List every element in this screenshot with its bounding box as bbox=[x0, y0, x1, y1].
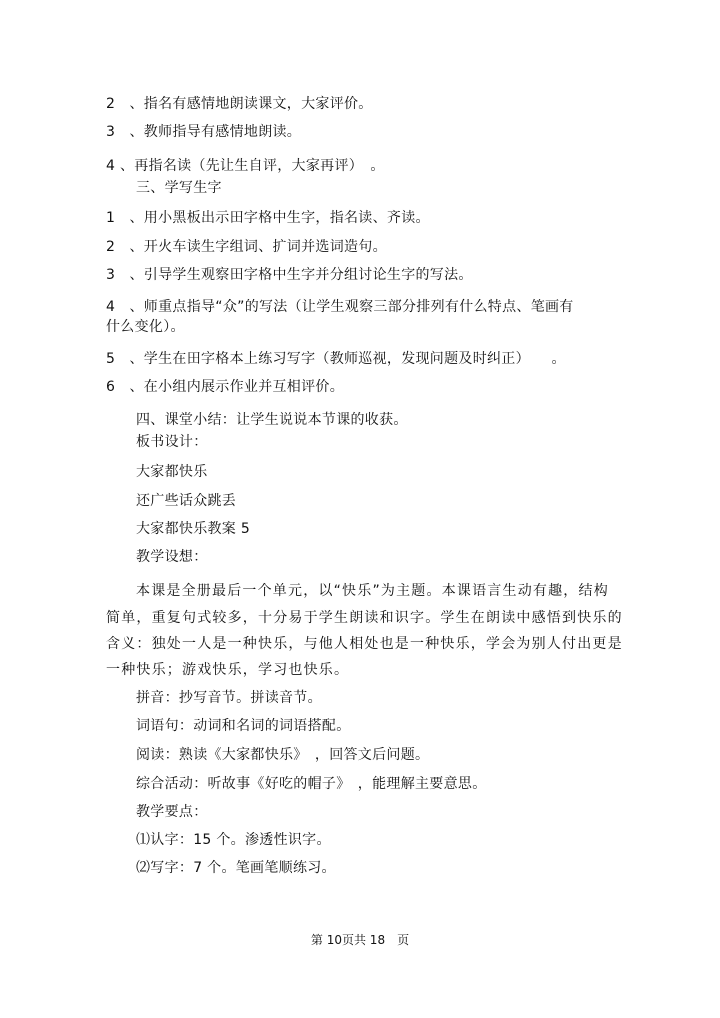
page-number-footer: 第 10页共 18 页 bbox=[310, 933, 410, 947]
teaching-idea-label: 教学设想： bbox=[136, 549, 208, 565]
board-title: 大家都快乐 bbox=[136, 464, 208, 480]
paragraph-line-3: 含义：独处一人是一种快乐，与他人相处也是一种快乐，学会为别人付出更是 bbox=[106, 636, 623, 652]
write-step-5: 5 、学生在田字格本上练习写字（教师巡视，发现问题及时纠正） 。 bbox=[106, 351, 566, 367]
paragraph-line-4: 一种快乐；游戏快乐，学习也快乐。 bbox=[106, 662, 350, 678]
key-point-recognize: ⑴认字：15 个。渗透性识字。 bbox=[136, 832, 331, 848]
reading-goal: 阅读：熟读《大家都快乐》 ，回答文后问题。 bbox=[136, 747, 430, 763]
activity-goal: 综合活动：听故事《好吃的帽子》 ，能理解主要意思。 bbox=[136, 776, 487, 792]
write-step-1: 1 、用小黑板出示田字格中生字，指名读、齐读。 bbox=[106, 210, 430, 226]
write-step-4-continued: 什么变化）。 bbox=[106, 319, 185, 335]
step-4-text: 4 、再指名读（先让生自评，大家再评） 。 bbox=[106, 158, 385, 174]
write-step-6: 6 、在小组内展示作业并互相评价。 bbox=[106, 379, 345, 395]
step-2-text: 2 、指名有感情地朗读课文，大家评价。 bbox=[106, 96, 373, 112]
write-step-4: 4 、师重点指导“众”的写法（让学生观察三部分排列有什么特点、笔画有 bbox=[106, 299, 574, 315]
board-characters: 还广些话众跳丢 bbox=[136, 493, 237, 509]
step-3-text: 3 、教师指导有感情地朗读。 bbox=[106, 124, 302, 140]
pinyin-goal: 拼音：抄写音节。拼读音节。 bbox=[136, 690, 322, 706]
key-point-write: ⑵写字：7 个。笔画笔顺练习。 bbox=[136, 860, 336, 876]
section-heading-3: 三、学写生字 bbox=[136, 180, 222, 196]
write-step-2: 2 、开火车读生字组词、扩词并选词造句。 bbox=[106, 239, 387, 255]
vocabulary-goal: 词语句：动词和名词的词语搭配。 bbox=[136, 718, 351, 734]
paragraph-line-2: 简单，重复句式较多，十分易于学生朗读和识字。学生在朗读中感悟到快乐的 bbox=[106, 610, 623, 626]
lesson-plan-title: 大家都快乐教案 5 bbox=[136, 521, 251, 537]
board-design-label: 板书设计： bbox=[136, 434, 208, 450]
write-step-3: 3 、引导学生观察田字格中生字并分组讨论生字的写法。 bbox=[106, 267, 473, 283]
paragraph-line-1: 本课是全册最后一个单元，以“快乐”为主题。本课语言生动有趣，结构 bbox=[136, 583, 609, 599]
section-heading-4: 四、课堂小结：让学生说说本节课的收获。 bbox=[136, 412, 408, 428]
key-points-label: 教学要点： bbox=[136, 804, 208, 820]
